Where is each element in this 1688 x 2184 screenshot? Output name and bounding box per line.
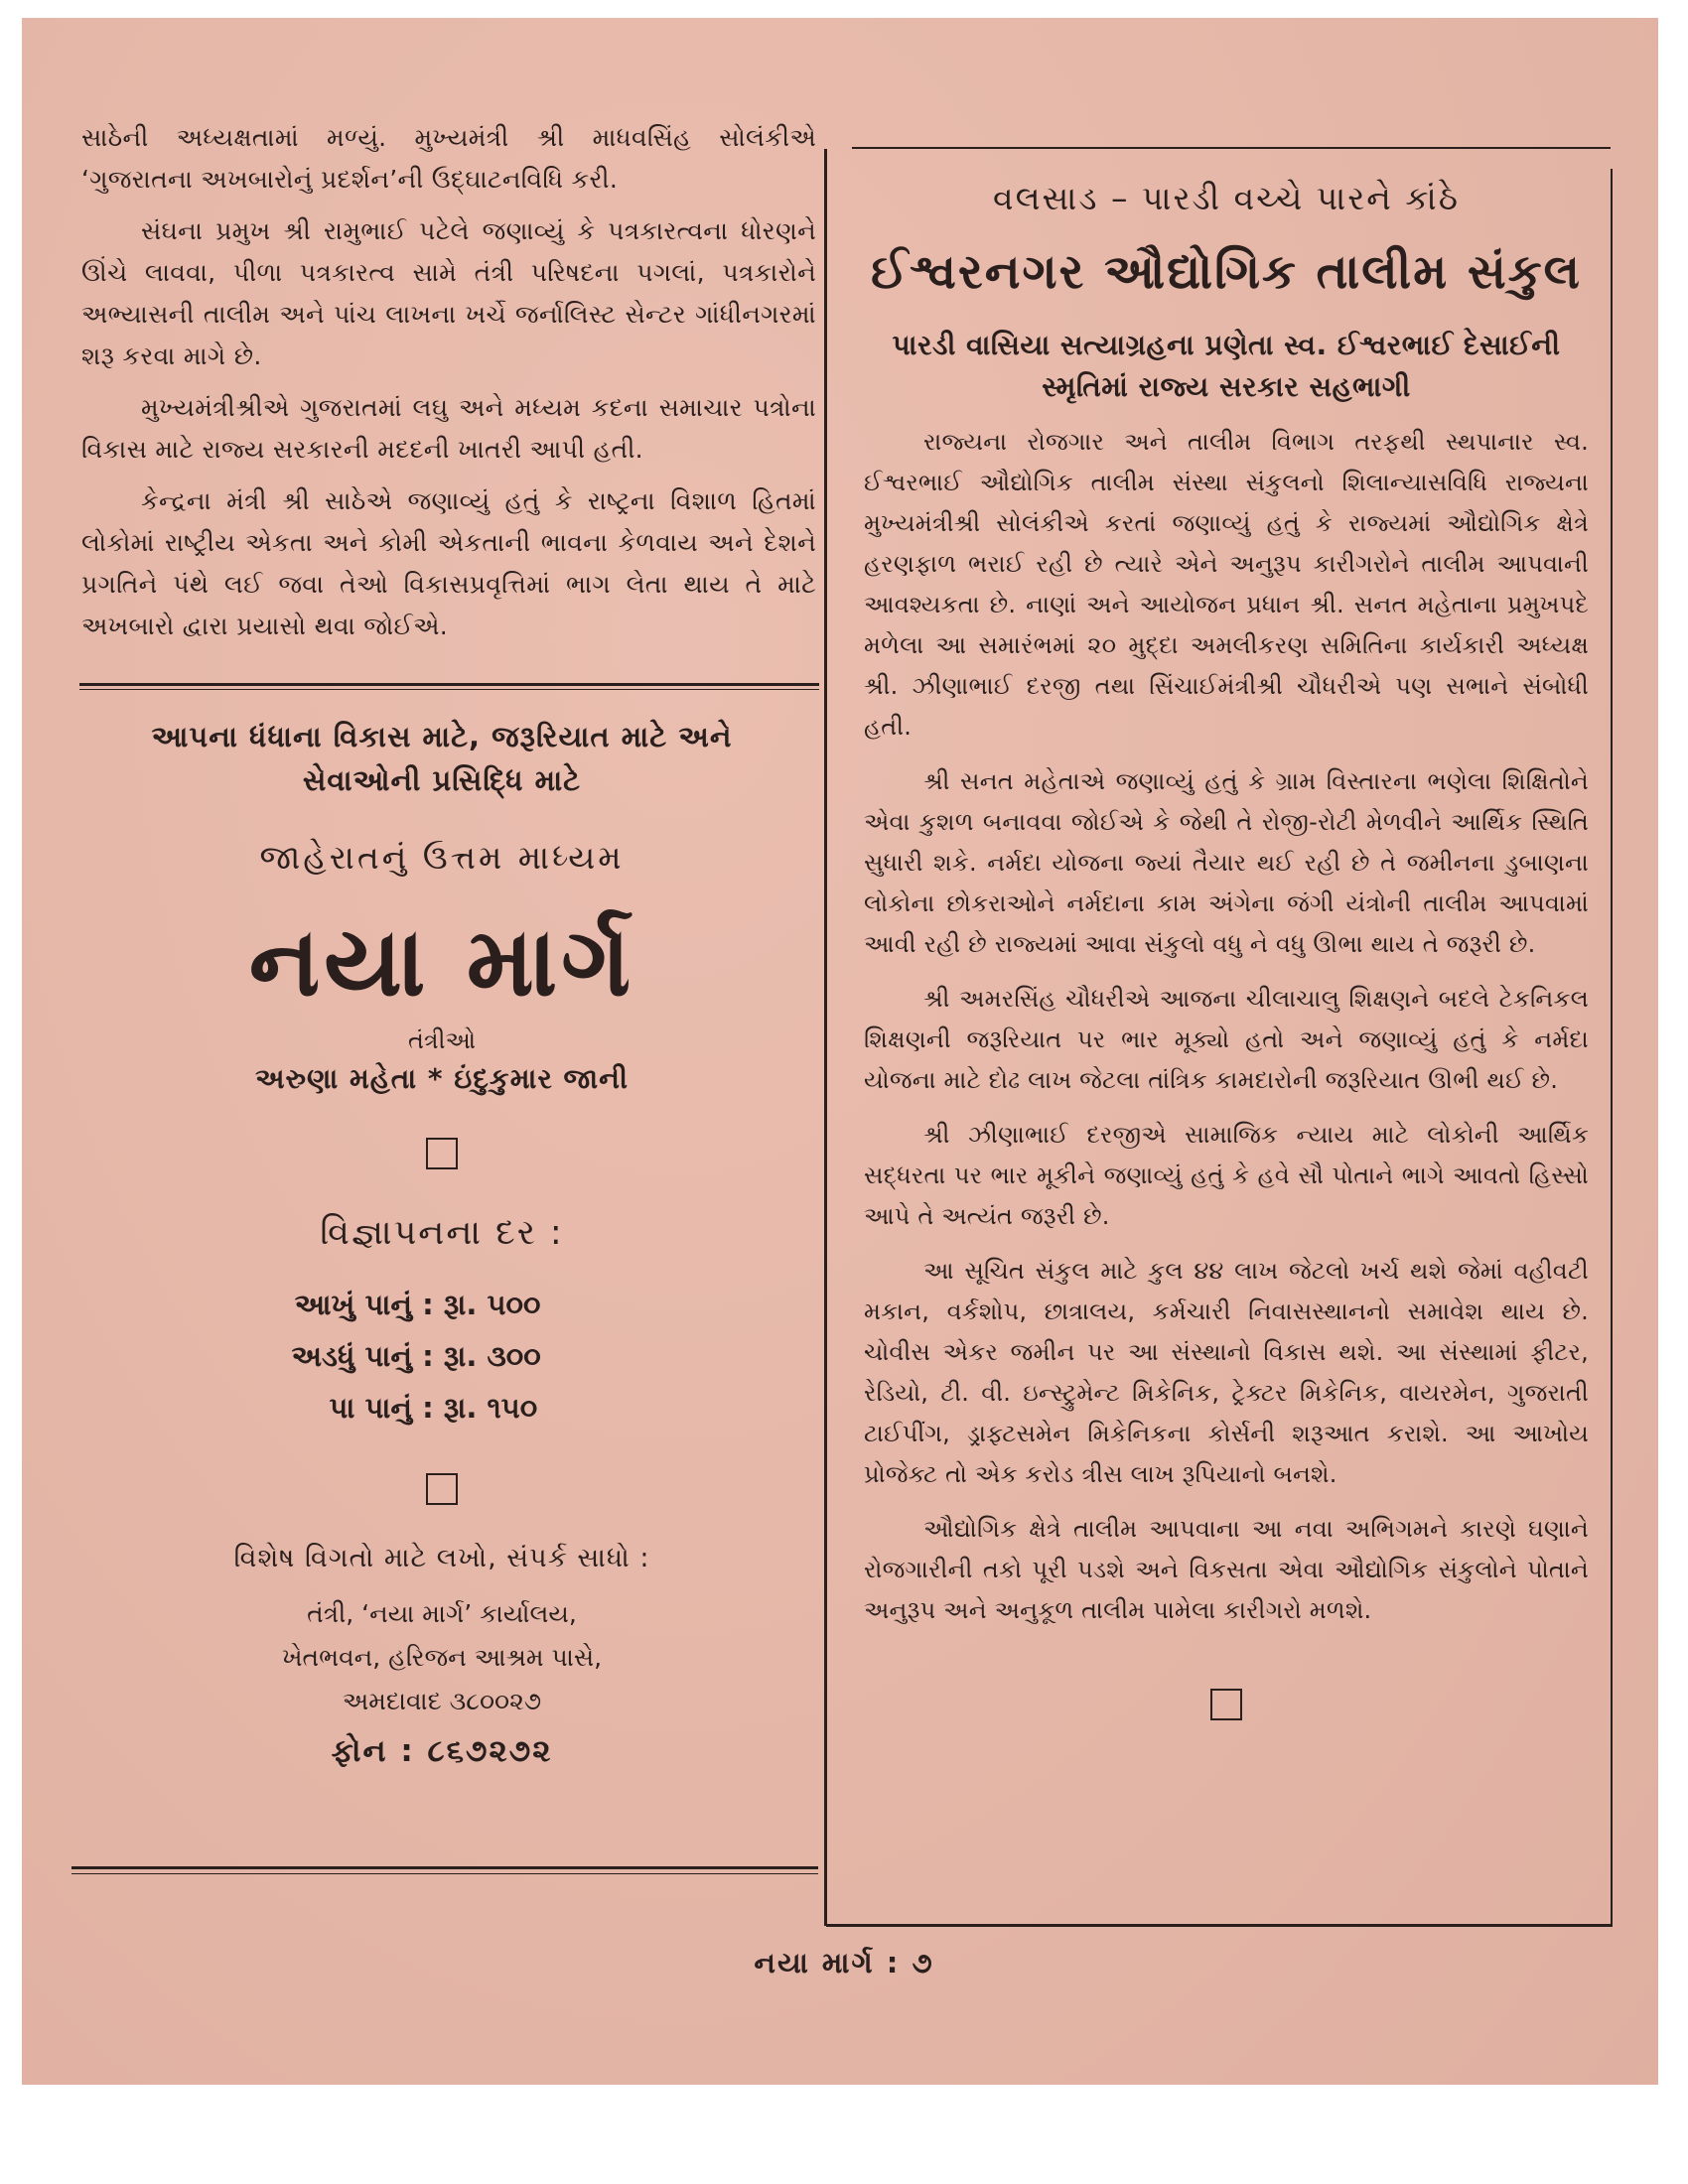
article-title: ઈશ્વરનગર ઔદ્યોગિક તાલીમ સંકુલ xyxy=(871,244,1582,300)
article-paragraph: શ્રી ઝીણાભાઈ દરજીએ સામાજિક ન્યાય માટે લોકોની આર્થિક સદ્ધરતા પર ભાર મૂકીને જણાવ્યું હતું કે હવે સૌ પોતાને ભાગે આવતો હિસ્સો આપે તે અત્યંત જરૂરી છે. xyxy=(864,1121,1589,1230)
rate-label: અડધું પાનું xyxy=(291,1339,412,1373)
rate-value: : રૂા. ૧૫૦ xyxy=(422,1391,538,1425)
square-ornament-icon xyxy=(426,1138,458,1169)
rate-label: આખું પાનું xyxy=(294,1288,412,1321)
rate-label: પા પાનું xyxy=(329,1391,412,1425)
article-kicker: વલસાડ – પારડી વચ્ચે પારને કાંઠે xyxy=(993,179,1460,217)
rates-heading: વિજ્ઞાપનના દર : xyxy=(320,1213,564,1253)
left-paragraph: સાઠેની અધ્યક્ષતામાં મળ્યું. મુખ્યમંત્રી શ્રી માધવસિંહ સોલંકીએ ‘ગુજરાતના અખબારોનું પ્રદર્શન’ની ઉદ્ઘાટનવિધિ કરી. xyxy=(81,123,816,194)
article-box xyxy=(864,179,1589,1724)
article-paragraph: રાજ્યના રોજગાર અને તાલીમ વિભાગ તરફથી સ્થપાનાર સ્વ. ઈશ્વરભાઈ ઔદ્યોગિક તાલીમ સંસ્થા સંકુલનો શિલાન્યાસવિધિ રાજ્યના મુખ્યમંત્રીશ્રી સોલંકીએ કરતાં જણાવ્યું હતું કે રાજ્યમાં ઔદ્યોગિક ક્ષેત્રે હરણફાળ ભરાઈ રહી છે ત્યારે એને અનુરૂપ કારીગરોને તાલીમ આપવાની આવશ્યકતા છે. નાણાં અને આયોજન પ્રધાન શ્રી. સનત મહેતાના પ્રમુખપદે મળેલા આ સમારંભમાં ૨૦ મુદ્દા અમલીકરણ સમિતિના કાર્યકારી અધ્યક્ષ શ્રી. ઝીણાભાઈ દરજી તથા સિંચાઈમંત્રીશ્રી ચૌધરીએ પણ સભાને સંબોધી હતી. xyxy=(864,428,1589,741)
ad-headline: આપના ધંધાના વિકાસ માટે, જરૂરિયાત માટે અને સેવાઓની પ્રસિદ્ધિ માટે xyxy=(151,720,733,797)
contact-line: વિશેષ વિગતો માટે લખો, સંપર્ક સાધો : xyxy=(233,1543,650,1573)
section-divider xyxy=(79,689,819,690)
address-line: અમદાવાદ ૩૮૦૦૨૭ xyxy=(342,1687,542,1715)
ad-bottom-rule xyxy=(71,1866,818,1869)
ad-bottom-rule xyxy=(71,1873,818,1874)
advertisement-box xyxy=(70,715,814,1770)
rate-row xyxy=(213,1279,670,1330)
address-line: તંત્રી, ‘નયા માર્ગ’ કાર્યાલય, xyxy=(307,1599,577,1628)
article-paragraph: આ સૂચિત સંકુલ માટે કુલ ૪૪ લાખ જેટલો ખર્ચ થશે જેમાં વહીવટી મકાન, વર્કશોપ, છાત્રાલય, કર્મચારી નિવાસસ્થાનનો સમાવેશ થાય છે. ચોવીસ એકર જમીન પર આ સંસ્થાનો વિકાસ થશે. આ સંસ્થામાં ફીટર, રેડિયો, ટી. વી. ઇન્સ્ટ્રુમેન્ટ મિકેનિક, ટ્રેક્ટર મિકેનિક, વાયરમેન, ગુજરાતી ટાઈપીંગ, ડ્રાફ્ટસમેન મિકેનિકના કોર્સની શરૂઆત કરાશે. આ આખોય પ્રોજેક્ટ તો એક કરોડ ત્રીસ લાખ રૂપિયાનો બનશે. xyxy=(864,1257,1589,1488)
article-box-right-border xyxy=(1611,169,1613,1926)
left-paragraph: સંઘના પ્રમુખ શ્રી રામુભાઈ પટેલે જણાવ્યું કે પત્રકારત્વના ધોરણને ઊંચે લાવવા, પીળા પત્રકારત્વ સામે તંત્રી પરિષદના પગલાં, પત્રકારોને અભ્યાસની તાલીમ અને પાંચ લાખના ખર્ચે જર્નાલિસ્ટ સેન્ટર ગાંધીનગરમાં શરૂ કરવા માગે છે. xyxy=(81,216,816,370)
article-paragraph: શ્રી અમરસિંહ ચૌધરીએ આજના ચીલાચાલુ શિક્ષણને બદલે ટેકનિકલ શિક્ષણની જરૂરિયાત પર ભાર મૂક્યો હતો અને જણાવ્યું હતું કે નર્મદા યોજના માટે દોઢ લાખ જેટલા તાંત્રિક કામદારોની જરૂરિયાત ઊભી થઈ છે. xyxy=(864,985,1589,1094)
section-divider xyxy=(79,683,819,686)
brand-logo: નયા માર્ગ xyxy=(248,906,635,1018)
square-end-mark-icon xyxy=(1210,1689,1242,1720)
rate-value: : રૂા. ૫૦૦ xyxy=(422,1288,541,1321)
left-article-column xyxy=(81,117,816,657)
rate-row xyxy=(213,1382,670,1433)
article-box-top-border xyxy=(852,147,1611,149)
left-paragraph: મુખ્યમંત્રીશ્રીએ ગુજરાતમાં લઘુ અને મધ્યમ કદના સમાચાર પત્રોના વિકાસ માટે રાજ્ય સરકારની મદદની ખાતરી આપી હતી. xyxy=(81,393,816,464)
article-paragraph: ઔદ્યોગિક ક્ષેત્રે તાલીમ આપવાના આ નવા અભિગમને કારણે ઘણાને રોજગારીની તકો પૂરી પડશે અને વિકસતા એવા ઔદ્યોગિક સંકુલોને પોતાને અનુરૂપ અને અનુકૂળ તાલીમ પામેલા કારીગરો મળશે. xyxy=(864,1515,1589,1624)
left-paragraph: કેન્દ્રના મંત્રી શ્રી સાઠેએ જણાવ્યું હતું કે રાષ્ટ્રના વિશાળ હિતમાં લોકોમાં રાષ્ટ્રીય એકતા અને કોમી એકતાની ભાવના કેળવાય અને દેશને પ્રગતિને પંથે લઈ જવા તેઓ વિકાસપ્રવૃત્તિમાં ભાગ લેતા થાય તે માટે અખબારો દ્વારા પ્રયાસો થવા જોઈએ. xyxy=(81,486,816,640)
article-box-bottom-border xyxy=(826,1924,1613,1927)
rates-list xyxy=(213,1279,670,1433)
page-footer: નયા માર્ગ : ૭ xyxy=(754,1946,934,1979)
rate-row xyxy=(213,1330,670,1382)
article-paragraph: શ્રી સનત મહેતાએ જણાવ્યું હતું કે ગ્રામ વિસ્તારના ભણેલા શિક્ષિતોને એવા કુશળ બનાવવા જોઈએ કે જેથી તે રોજી-રોટી મેળવીને આર્થિક સ્થિતિ સુધારી શકે. નર્મદા યોજના જ્યાં તૈયાર થઈ રહી છે તે જમીનના ડુબાણના લોકોના છોકરાઓને નર્મદાના કામ અંગેના જંગી યંત્રોની તાલીમ આપવામાં આવી રહી છે રાજ્યમાં આવા સંકુલો વધુ ને વધુ ઊભા થાય તે જરૂરી છે. xyxy=(864,767,1589,958)
address xyxy=(70,1592,814,1723)
phone-number: ફોન : ૮૬૭૨૭૨ xyxy=(331,1733,553,1769)
editors-label: તંત્રીઓ xyxy=(407,1026,477,1054)
ad-subhead: જાહેરાતનું ઉત્તમ માધ્યમ xyxy=(259,838,625,877)
article-deck: પારડી વાસિયા સત્યાગ્રહના પ્રણેતા સ્વ. ઈશ્વરભાઈ દેસાઈની સ્મૃતિમાં રાજ્ય સરકાર સહભાગી xyxy=(892,329,1561,403)
rate-value: : રૂા. ૩૦૦ xyxy=(422,1339,541,1373)
article-box-left-border xyxy=(824,149,827,1926)
editors-names: અરુણા મહેતા * ઇંદુકુમાર જાની xyxy=(254,1062,630,1095)
address-line: ખેતભવન, હરિજન આશ્રમ પાસે, xyxy=(281,1643,603,1672)
square-ornament-icon xyxy=(426,1473,458,1505)
